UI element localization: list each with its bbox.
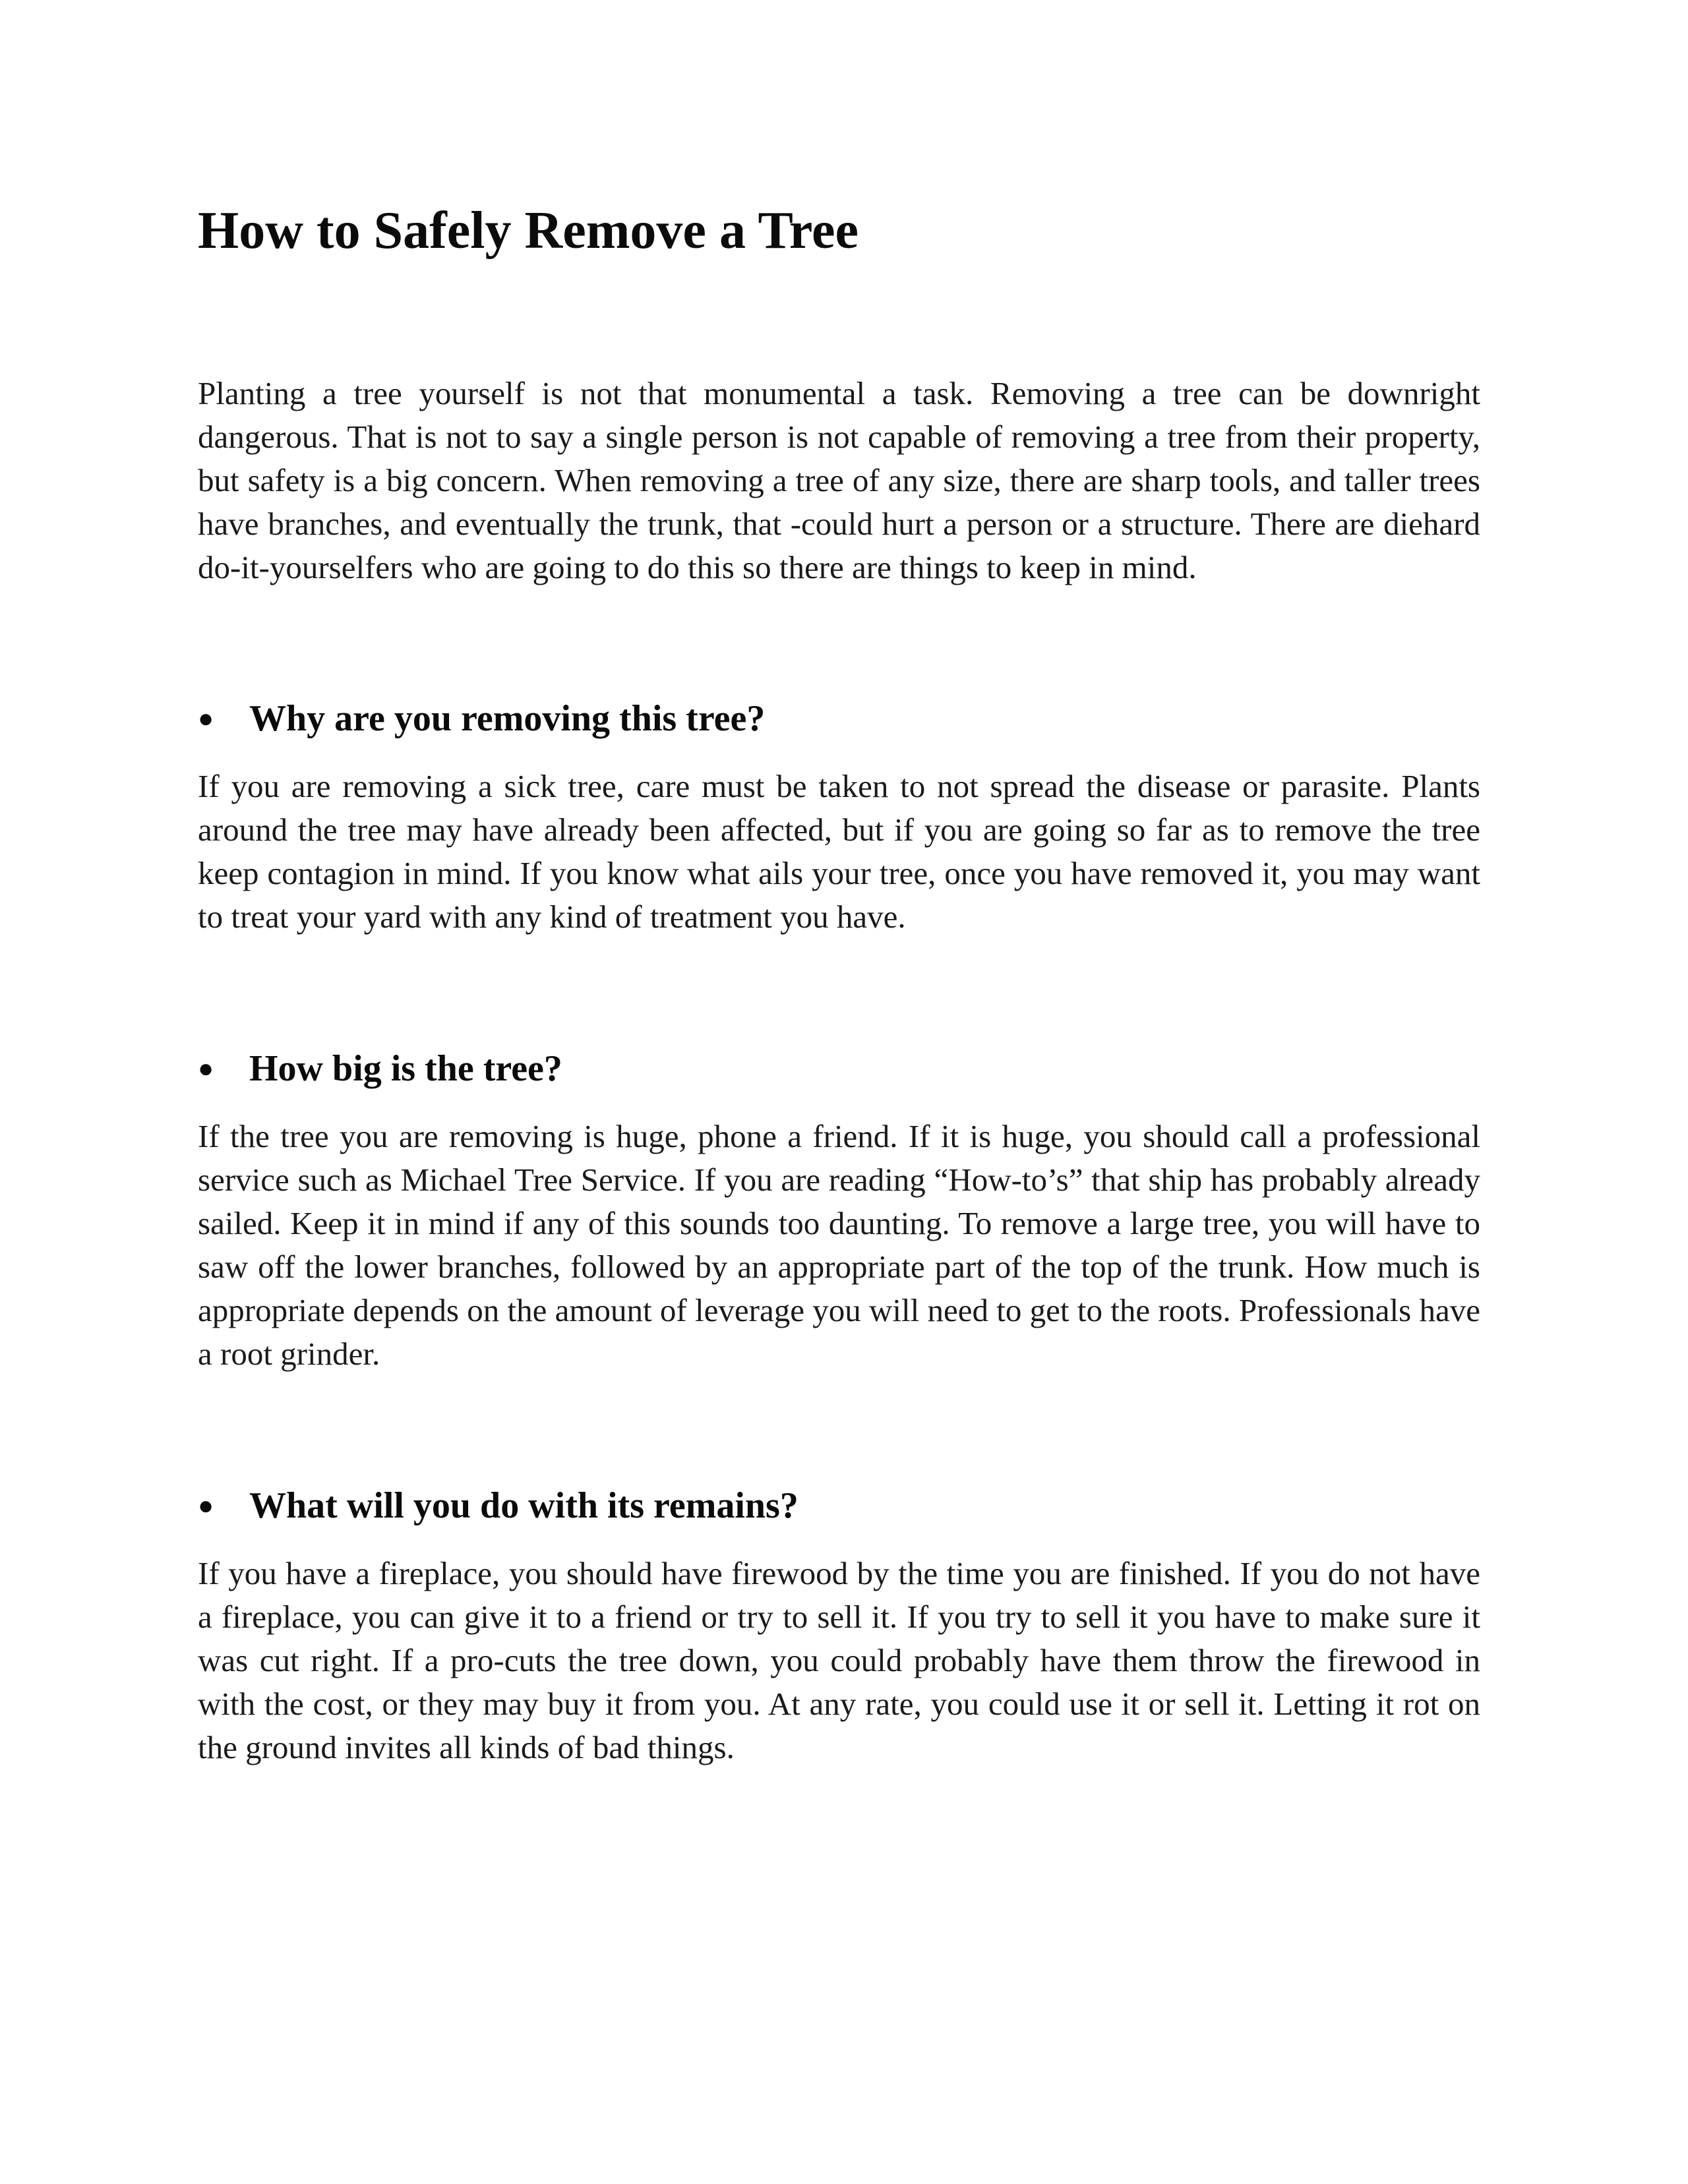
- section-heading-text: How big is the tree?: [249, 1048, 562, 1089]
- document-title: How to Safely Remove a Tree: [198, 202, 859, 260]
- section-heading-size: [198, 1042, 1480, 1095]
- section-heading-text: Why are you removing this tree?: [249, 698, 766, 739]
- section-heading-text: What will you do with its remains?: [249, 1485, 799, 1526]
- section-heading-why: [198, 692, 1480, 745]
- section-body-why: If you are removing a sick tree, care must be taken to not spread the disease or parasite. Plants around the tree may have already been affected, but if you are going so far as to remove the tree keep contagion in mind. If you know what ails your tree, once you have removed it, you may want to treat your yard with any kind of treatment you have.: [198, 768, 1480, 935]
- document-content: [198, 191, 1480, 1769]
- intro-paragraph: Planting a tree yourself is not that monumental a task. Removing a tree can be downright dangerous. That is not to say a single person is not capable of removing a tree from their property, but safety is a big concern. When removing a tree of any size, there are sharp tools, and taller trees have branches, and eventually the trunk, that -could hurt a person or a structure. There are diehard do-it-yourselfers who are going to do this so there are things to keep in mind.: [198, 375, 1480, 585]
- bullet-icon: ●: [198, 1490, 214, 1520]
- section-body-remains: If you have a fireplace, you should have firewood by the time you are finished. If you do not have a fireplace, you can give it to a friend or try to sell it. If you try to sell it you have to make sure it was cut right. If a pro-cuts the tree down, you could probably have them throw the firewood in with the cost, or they may buy it from you. At any rate, you could use it or sell it. Letting it rot on the ground invites all kinds of bad things.: [198, 1555, 1480, 1765]
- bullet-icon: ●: [198, 1053, 214, 1083]
- section-heading-remains: [198, 1479, 1480, 1532]
- bullet-icon: ●: [198, 703, 214, 733]
- section-body-size: If the tree you are removing is huge, phone a friend. If it is huge, you should call a professional service such as Michael Tree Service. If you are reading “How-to’s” that ship has probably already sailed. Keep it in mind if any of this sounds too daunting. To remove a large tree, you will have to saw off the lower branches, followed by an appropriate part of the top of the trunk. How much is appropriate depends on the amount of leverage you will need to get to the roots. Professionals have a root grinder.: [198, 1118, 1480, 1372]
